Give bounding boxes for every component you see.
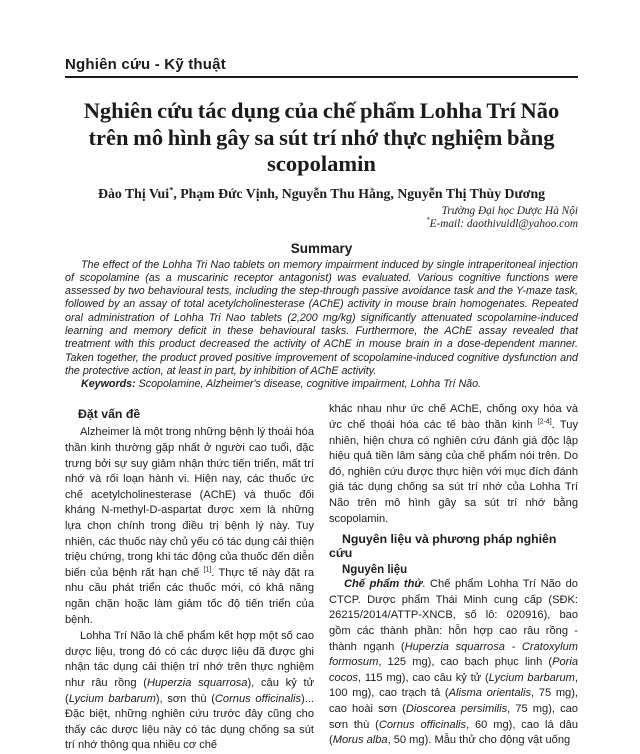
article-title-line2: trên mô hình gây sa sút trí nhớ thực nghiệm bằng scopolamin — [88, 124, 555, 176]
left-column — [65, 402, 314, 753]
body-columns — [65, 402, 578, 753]
summary-paragraph: The effect of the Lohha Tri Nao tablets on memory impairment induced by single intraperitoneal injection of scopolamine (as a muscarinic receptor antagonist) was evaluated. Various cognitive functions were assessed by two behavioural tests, including the step-through passive avoidance task and the Y-maze task, followed by an assay of total acetylcholinesterase (AChE) activity in mouse brain homogenates. Repeated oral administration of Lohha Tri Nao tablets (2,200 mg/kg) significantly attenuated scopolamine-induced learning and memory deficit in these behavioural tasks. Furthermore, the AChE assay revealed that treatment with this product decreased the activity of AChE in mouse brain in a dose-dependent manner. Taken together, the product proved positive improvement of scopolamine-induced cognitive dysfunction and the protective action, at least in part, by inhibition of AChE activity. — [65, 258, 578, 377]
email-line: *E-mail: daothivuidl@yahoo.com — [426, 216, 578, 230]
keywords-line — [65, 378, 578, 391]
authors-line: Đào Thị Vui*, Phạm Đức Vịnh, Nguyễn Thu Hằng, Nguyễn Thị Thùy Dương — [97, 183, 546, 201]
article-title — [65, 98, 578, 178]
sub-heading-nguyen-lieu: Nguyên liệu — [342, 564, 408, 577]
affiliation: Trường Đại học Dược Hà Nội — [441, 204, 578, 217]
summary-heading: Summary — [290, 240, 353, 256]
running-head: Nghiên cứu - Kỹ thuật — [65, 56, 578, 78]
section-heading-dat-van-de: Đặt vấn đề — [78, 407, 141, 422]
section-heading-nguyen-lieu-va-phuong-phap: Nguyên liệu và phương pháp nghiên cứu — [329, 532, 557, 561]
left-paragraph-1: Alzheimer là một trong những bệnh lý thoái hóa thần kinh thường gặp nhất ở người cao tuổi, đặc trưng bởi sự suy giảm nhận thức tiến triển, mất trí nhớ và rối loạn hành vi. Hiện nay, các thuốc ức chế acetylcholinesterase (AChE) và thuốc đối kháng N-methyl-D-aspartat được xem là những lựa chọn chính trong điều trị bệnh lý này. Tuy nhiên, các thuốc này chủ yếu có tác dụng cải thiện triệu chứng, trong khi tác động của thuốc đến diễn biến của bệnh rất hạn chế [1]. Thực tế này đặt ra nhu cầu phát triển các thuốc mới, có khả năng ngăn chặn hoặc làm giảm tốc độ tiến triển của bệnh. — [65, 426, 314, 626]
keywords-label: Keywords: — [81, 378, 136, 391]
article-title-line1: Nghiên cứu tác dụng của chế phẩm Lohha Trí Não — [83, 98, 560, 123]
right-paragraph-2: Chế phẩm thử. Chế phẩm Lohha Trí Não do CTCP. Dược phẩm Thái Minh cung cấp (SĐK: 26215/2014/ATTP-XNCB, số lô: 020916), bao gồm các thành phần: hỗn hợp cao râu rồng - thành ngạnh (Huperzia squarrosa - Cratoxylum formosum, 125 mg), cao bạch phục linh (Poria cocos, 115 mg), cao câu kỷ tử (Lycium barbarum, 100 mg), cao trạch tả (Alisma orientalis, 75 mg), cao hoài sơn (Dioscorea persimilis, 75 mg), cao sơn thù (Cornus officinalis, 60 mg), cao lá dâu (Morus alba, 50 mg). Mẫu thử cho động vật uống — [329, 578, 579, 747]
right-column — [329, 402, 578, 753]
right-paragraph-1: khác nhau như ức chế AChE, chống oxy hóa và ức chế thoái hóa các tế bào thần kinh [2-4]. Tuy nhiên, hiện chưa có nghiên cứu đánh giá độc lập hiệu quả tiền lâm sàng của chế phẩm nói trên. Do đó, nghiên cứu được thực hiện với mục đích đánh giá tác dụng chống sa sút trí nhớ của Lohha Trí Não trên mô hình gây sa sút trí nhớ bằng scopolamin. — [329, 403, 579, 525]
left-paragraph-2: Lohha Trí Não là chế phẩm kết hợp một số cao dược liệu, trong đó có các dược liệu đã được ghi nhận tác dụng cải thiện trí nhớ trên thực nghiệm như râu rồng (Huperzia squarrosa), câu kỷ tử (Lycium barbarum), sơn thù (Cornus officinalis)... Đặc biệt, những nghiên cứu trước đây cũng cho thấy các dược liệu này có tác dụng chống sa sút trí nhớ thông qua nhiều cơ chế — [65, 630, 315, 752]
keywords-text: Scopolamine, Alzheimer's disease, cognitive impairment, Lohha Trí Não. — [135, 378, 482, 391]
